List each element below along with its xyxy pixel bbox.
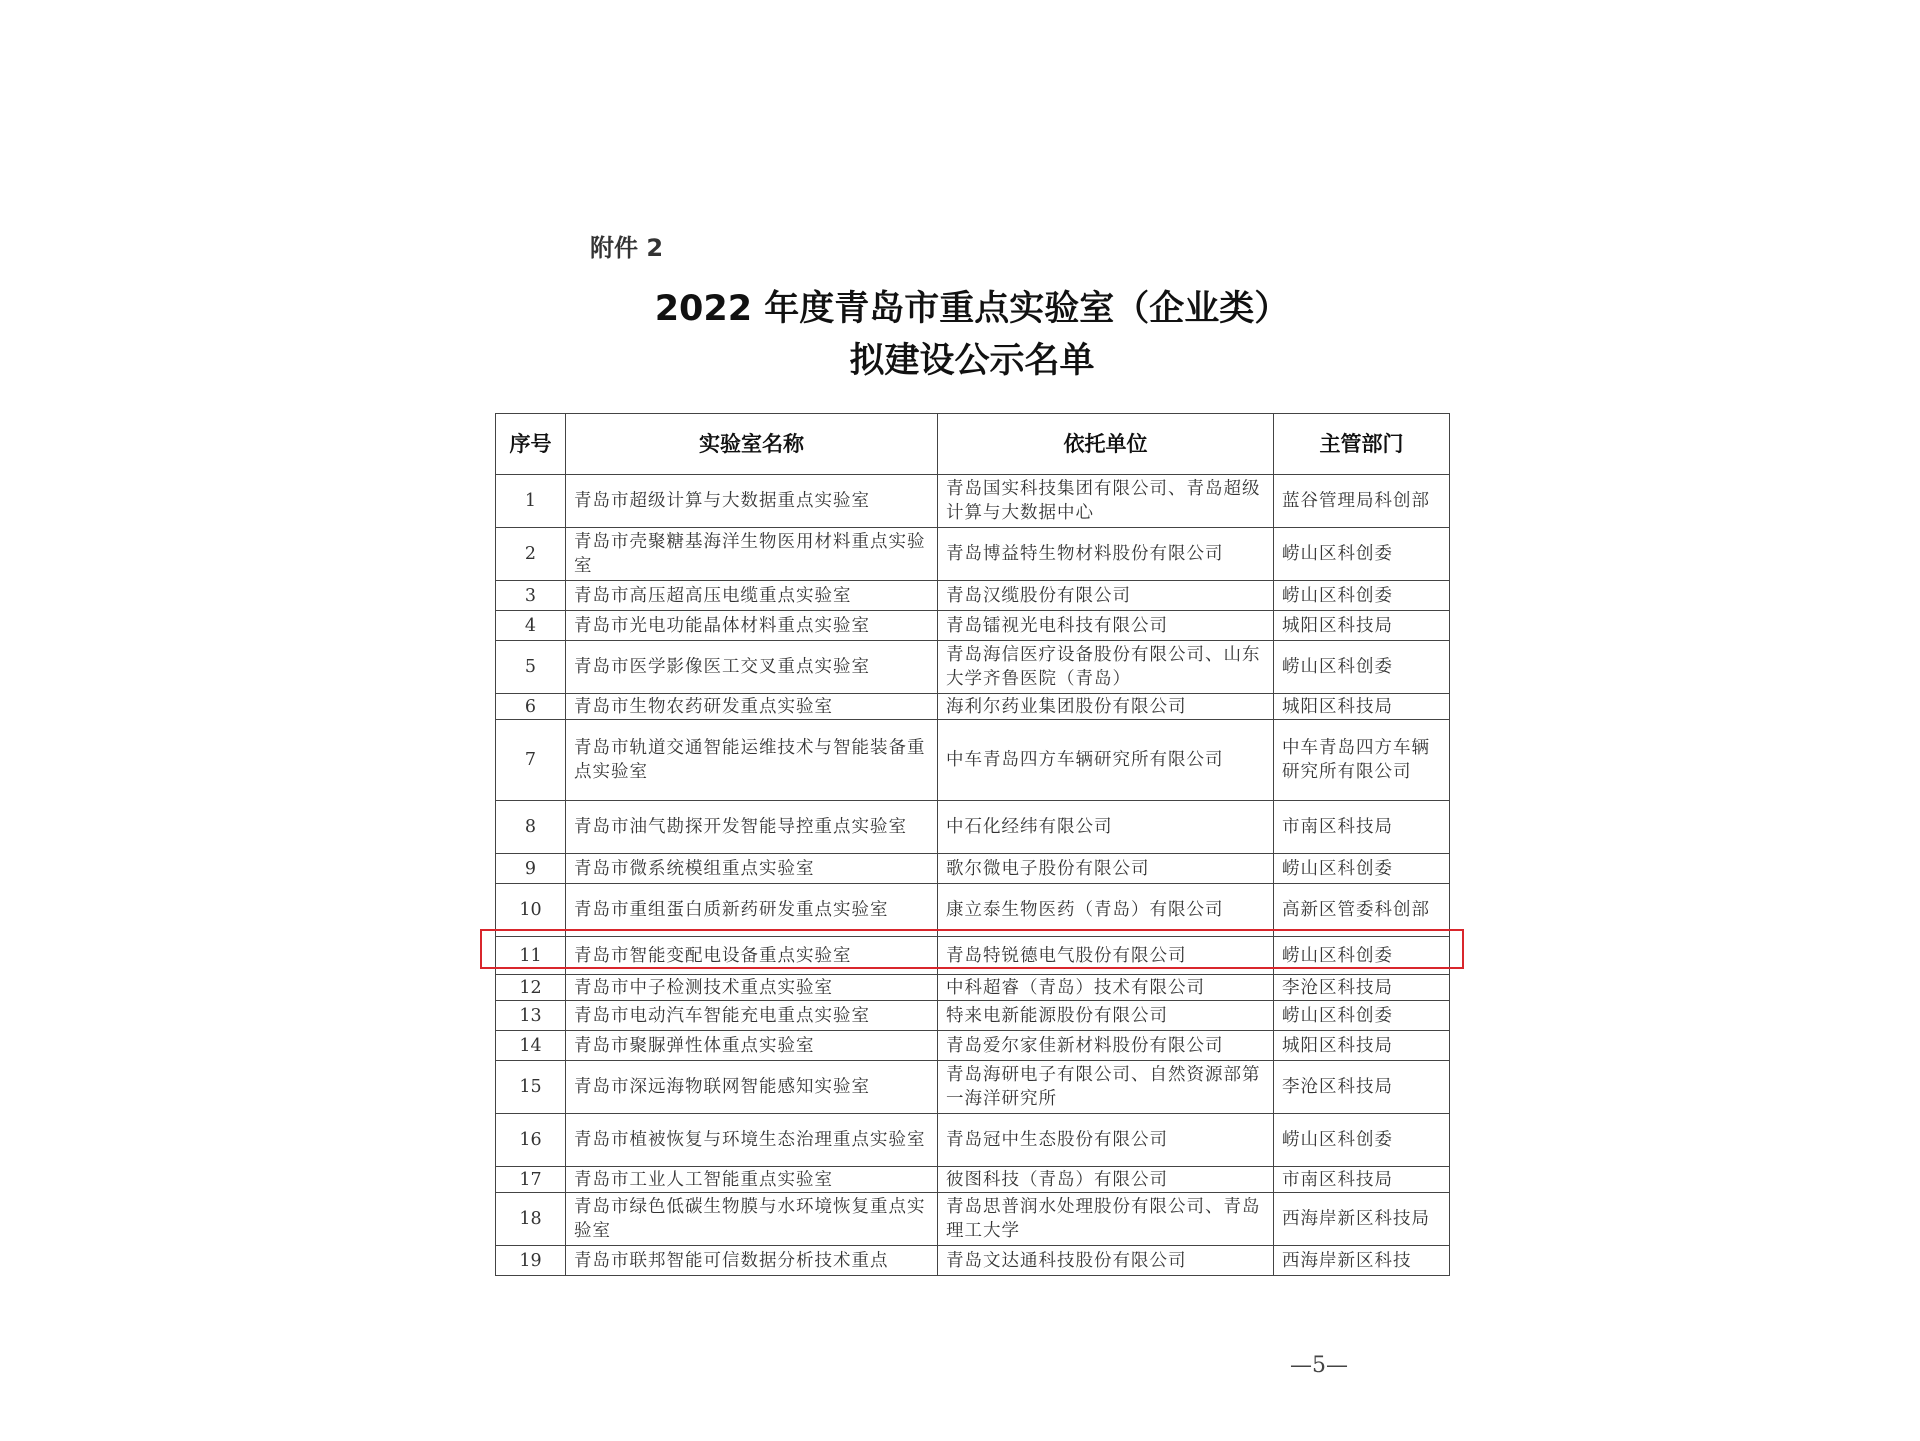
- header-lab-name: 实验室名称: [566, 414, 938, 475]
- host-unit-cell: 青岛思普润水处理股份有限公司、青岛理工大学: [938, 1193, 1274, 1246]
- row-number: 10: [496, 884, 566, 937]
- department-cell: 市南区科技局: [1274, 801, 1450, 854]
- lab-name-cell: 青岛市轨道交通智能运维技术与智能装备重点实验室: [566, 720, 938, 801]
- row-number: 8: [496, 801, 566, 854]
- host-unit-cell: 青岛文达通科技股份有限公司: [938, 1246, 1274, 1276]
- host-unit-cell: 中石化经纬有限公司: [938, 801, 1274, 854]
- row-number: 5: [496, 641, 566, 694]
- lab-name-cell: 青岛市深远海物联网智能感知实验室: [566, 1061, 938, 1114]
- row-number: 4: [496, 611, 566, 641]
- host-unit-cell: 青岛汉缆股份有限公司: [938, 581, 1274, 611]
- department-cell: 西海岸新区科技: [1274, 1246, 1450, 1276]
- host-unit-cell: 青岛爱尔家佳新材料股份有限公司: [938, 1031, 1274, 1061]
- header-host-unit: 依托单位: [938, 414, 1274, 475]
- table-row: [496, 611, 1450, 641]
- host-unit-cell: 中车青岛四方车辆研究所有限公司: [938, 720, 1274, 801]
- lab-name-cell: 青岛市重组蛋白质新药研发重点实验室: [566, 884, 938, 937]
- lab-name-cell: 青岛市光电功能晶体材料重点实验室: [566, 611, 938, 641]
- table-row: [496, 884, 1450, 937]
- department-cell: 崂山区科创委: [1274, 1114, 1450, 1167]
- table-row: [496, 801, 1450, 854]
- host-unit-cell: 青岛国实科技集团有限公司、青岛超级计算与大数据中心: [938, 475, 1274, 528]
- table-row: [496, 581, 1450, 611]
- table-row: [496, 1167, 1450, 1193]
- lab-list-table: [495, 413, 1450, 1276]
- department-cell: 西海岸新区科技局: [1274, 1193, 1450, 1246]
- department-cell: 崂山区科创委: [1274, 1001, 1450, 1031]
- attachment-label: 附件 2: [590, 234, 664, 262]
- lab-name-cell: 青岛市智能变配电设备重点实验室: [566, 937, 938, 975]
- table-row: [496, 1001, 1450, 1031]
- table-row: [496, 1193, 1450, 1246]
- host-unit-cell: 海利尔药业集团股份有限公司: [938, 694, 1274, 720]
- department-cell: 李沧区科技局: [1274, 975, 1450, 1001]
- row-number: 2: [496, 528, 566, 581]
- table-header-row: [496, 414, 1450, 475]
- lab-name-cell: 青岛市电动汽车智能充电重点实验室: [566, 1001, 938, 1031]
- row-number: 1: [496, 475, 566, 528]
- table-row: [496, 528, 1450, 581]
- table-body: [496, 475, 1450, 1276]
- table-row: [496, 1114, 1450, 1167]
- host-unit-cell: 特来电新能源股份有限公司: [938, 1001, 1274, 1031]
- department-cell: 崂山区科创委: [1274, 581, 1450, 611]
- row-number: 14: [496, 1031, 566, 1061]
- row-number: 16: [496, 1114, 566, 1167]
- table-row: [496, 975, 1450, 1001]
- table-row: [496, 694, 1450, 720]
- host-unit-cell: 青岛海信医疗设备股份有限公司、山东大学齐鲁医院（青岛）: [938, 641, 1274, 694]
- table-row: [496, 1031, 1450, 1061]
- document-title: [495, 283, 1449, 387]
- table-row: [496, 1061, 1450, 1114]
- lab-name-cell: 青岛市植被恢复与环境生态治理重点实验室: [566, 1114, 938, 1167]
- lab-name-cell: 青岛市聚脲弹性体重点实验室: [566, 1031, 938, 1061]
- department-cell: 崂山区科创委: [1274, 937, 1450, 975]
- row-number: 13: [496, 1001, 566, 1031]
- page-number: —5—: [1290, 1353, 1348, 1378]
- lab-name-cell: 青岛市联邦智能可信数据分析技术重点: [566, 1246, 938, 1276]
- title-line-2: 拟建设公示名单: [849, 341, 1095, 381]
- lab-name-cell: 青岛市超级计算与大数据重点实验室: [566, 475, 938, 528]
- row-number: 9: [496, 854, 566, 884]
- lab-name-cell: 青岛市微系统模组重点实验室: [566, 854, 938, 884]
- host-unit-cell: 青岛博益特生物材料股份有限公司: [938, 528, 1274, 581]
- lab-name-cell: 青岛市工业人工智能重点实验室: [566, 1167, 938, 1193]
- table-row: [496, 937, 1450, 975]
- table-row: [496, 641, 1450, 694]
- table-row: [496, 475, 1450, 528]
- lab-name-cell: 青岛市绿色低碳生物膜与水环境恢复重点实验室: [566, 1193, 938, 1246]
- lab-name-cell: 青岛市高压超高压电缆重点实验室: [566, 581, 938, 611]
- department-cell: 崂山区科创委: [1274, 854, 1450, 884]
- lab-name-cell: 青岛市中子检测技术重点实验室: [566, 975, 938, 1001]
- department-cell: 城阳区科技局: [1274, 1031, 1450, 1061]
- department-cell: 蓝谷管理局科创部: [1274, 475, 1450, 528]
- department-cell: 崂山区科创委: [1274, 641, 1450, 694]
- row-number: 7: [496, 720, 566, 801]
- title-line-1: 2022 年度青岛市重点实验室（企业类）: [654, 289, 1290, 329]
- header-department: 主管部门: [1274, 414, 1450, 475]
- department-cell: 市南区科技局: [1274, 1167, 1450, 1193]
- department-cell: 李沧区科技局: [1274, 1061, 1450, 1114]
- host-unit-cell: 歌尔微电子股份有限公司: [938, 854, 1274, 884]
- host-unit-cell: 青岛特锐德电气股份有限公司: [938, 937, 1274, 975]
- row-number: 6: [496, 694, 566, 720]
- table-row: [496, 720, 1450, 801]
- host-unit-cell: 彼图科技（青岛）有限公司: [938, 1167, 1274, 1193]
- department-cell: 高新区管委科创部: [1274, 884, 1450, 937]
- lab-name-cell: 青岛市壳聚糖基海洋生物医用材料重点实验室: [566, 528, 938, 581]
- table-row: [496, 854, 1450, 884]
- host-unit-cell: 康立泰生物医药（青岛）有限公司: [938, 884, 1274, 937]
- department-cell: 崂山区科创委: [1274, 528, 1450, 581]
- row-number: 3: [496, 581, 566, 611]
- row-number: 15: [496, 1061, 566, 1114]
- lab-name-cell: 青岛市生物农药研发重点实验室: [566, 694, 938, 720]
- row-number: 11: [496, 937, 566, 975]
- host-unit-cell: 青岛海研电子有限公司、自然资源部第一海洋研究所: [938, 1061, 1274, 1114]
- row-number: 19: [496, 1246, 566, 1276]
- row-number: 12: [496, 975, 566, 1001]
- header-no: 序号: [496, 414, 566, 475]
- department-cell: 城阳区科技局: [1274, 694, 1450, 720]
- row-number: 17: [496, 1167, 566, 1193]
- row-number: 18: [496, 1193, 566, 1246]
- lab-name-cell: 青岛市油气勘探开发智能导控重点实验室: [566, 801, 938, 854]
- lab-name-cell: 青岛市医学影像医工交叉重点实验室: [566, 641, 938, 694]
- host-unit-cell: 青岛镭视光电科技有限公司: [938, 611, 1274, 641]
- host-unit-cell: 中科超睿（青岛）技术有限公司: [938, 975, 1274, 1001]
- table-row: [496, 1246, 1450, 1276]
- department-cell: 城阳区科技局: [1274, 611, 1450, 641]
- department-cell: 中车青岛四方车辆研究所有限公司: [1274, 720, 1450, 801]
- host-unit-cell: 青岛冠中生态股份有限公司: [938, 1114, 1274, 1167]
